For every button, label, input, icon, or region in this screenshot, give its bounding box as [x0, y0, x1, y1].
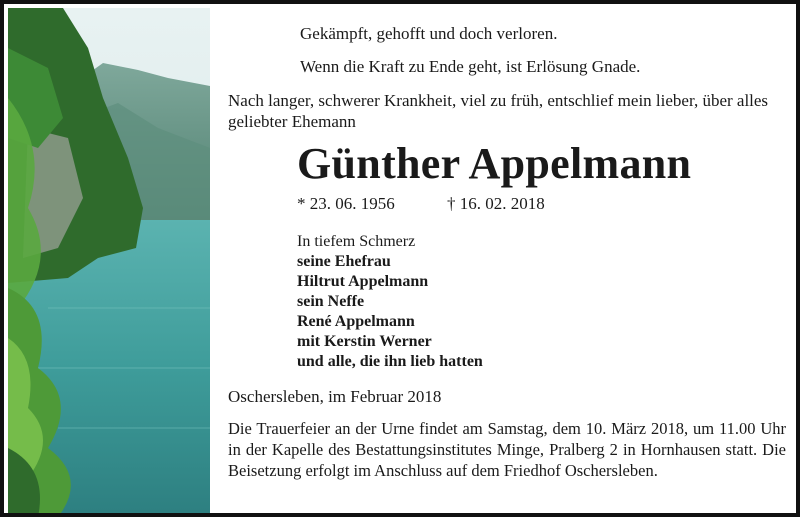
- mourner-line: mit Kerstin Werner: [297, 333, 432, 350]
- mountain-lake-image: [8, 8, 210, 517]
- funeral-notice: Die Trauerfeier an der Urne findet am Samstag, dem 10. März 2018, um 11.00 Uhr in der Kapelle des Bestattungsinstitutes Minge, Pralberg 2 in Hornhausen statt. Die Beisetzung erfolgt im Anschluss auf dem Friedhof Oschersleben.: [228, 419, 786, 480]
- intro-text: Nach langer, schwerer Krankheit, viel zu früh, entschlief mein lieber, über alles geliebter Ehemann: [228, 91, 769, 131]
- motto-line-1: Gekämpft, gehofft und doch verloren.: [300, 24, 558, 43]
- landscape-photo: [8, 8, 210, 517]
- mourner-line: René Appelmann: [297, 313, 415, 330]
- death-date: † 16. 02. 2018: [447, 194, 545, 213]
- mourner-line: und alle, die ihn lieb hatten: [297, 353, 483, 370]
- birth-date: * 23. 06. 1956: [297, 194, 395, 213]
- place-date: Oschersleben, im Februar 2018: [228, 387, 442, 406]
- mourner-line: seine Ehefrau: [297, 253, 391, 270]
- mourner-line: Hiltrut Appelmann: [297, 273, 429, 290]
- mourners-intro: In tiefem Schmerz: [297, 233, 416, 250]
- deceased-name: Günther Appelmann: [297, 139, 692, 188]
- motto-line-2: Wenn die Kraft zu Ende geht, ist Erlösung Gnade.: [300, 57, 641, 76]
- mourner-line: sein Neffe: [297, 293, 365, 310]
